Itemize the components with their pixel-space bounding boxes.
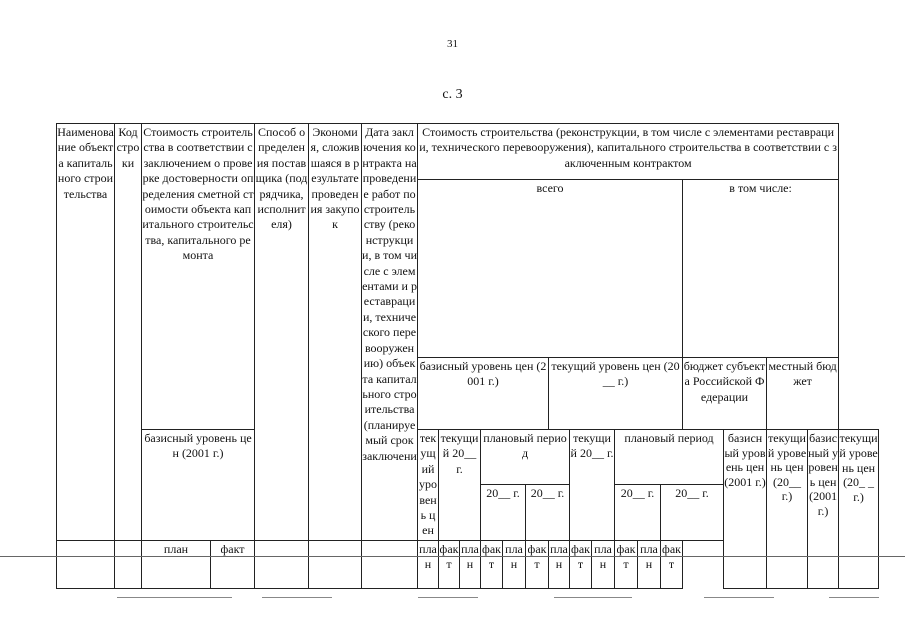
page-number: 31 xyxy=(447,38,458,50)
header-current-price: текущий уровень цен (20__ г.) xyxy=(549,358,683,430)
footer-dash xyxy=(704,597,774,598)
header-total: всего xyxy=(418,180,683,358)
header-base-planned-period: плановый период xyxy=(481,430,570,485)
header-fa: факт xyxy=(570,540,592,588)
header-cost-base-level: базисный уровень цен (2001 г.) xyxy=(142,430,255,541)
page-cut-line xyxy=(0,556,905,557)
footer-dash xyxy=(829,597,879,598)
header-pl: план xyxy=(638,540,661,588)
header-pl: план xyxy=(549,540,570,588)
header-base-current-year: текущий 20__ г. xyxy=(439,430,481,541)
footer-dash xyxy=(262,597,332,598)
header-base-price-2001: базисный уровень цен (2001 г.) xyxy=(418,358,549,430)
header-local-current-level: текущий уровень цен (20_ _ г.) xyxy=(839,430,879,589)
header-fa: факт xyxy=(615,540,638,588)
header-pl: план xyxy=(592,540,615,588)
form-table xyxy=(56,123,879,589)
header-cost-fact: факт xyxy=(211,540,255,588)
empty-cell-current xyxy=(255,540,309,588)
header-base-year-2: 20__ г. xyxy=(526,485,570,540)
header-fa: факт xyxy=(526,540,549,588)
header-cost-current-level: текущий уровень цен xyxy=(418,430,439,541)
header-contract-cost: Стоимость строительства (реконструкции, в том числе с элементами реставрации, технического перевооружения), капитального строительства в соответствии с заключенным контрактом xyxy=(418,124,839,180)
header-fa: факт xyxy=(439,540,460,588)
header-estimate-cost: Стоимость строительства в соответствии с заключением о проверке достоверности определения сметной стоимости объекта капитального строительства, капитального ремонта xyxy=(142,124,255,430)
footer-dash xyxy=(418,597,478,598)
header-fa: факт xyxy=(661,540,683,588)
header-cur-year-1: 20__ г. xyxy=(615,485,661,540)
header-cur-year-2: 20__ г. xyxy=(661,485,724,540)
header-supplier-method: Способ определения поставщика (подрядчика, исполнителя) xyxy=(255,124,309,541)
header-cur-current-year: текущий 20__ г. xyxy=(570,430,615,541)
header-including: в том числе: xyxy=(683,180,839,358)
header-pl: план xyxy=(460,540,481,588)
header-object-name: Наименование объекта капитального строительства xyxy=(57,124,115,541)
header-subj-current-level: текущий уровень цен (20__ г.) xyxy=(767,430,808,589)
section-label: с. 3 xyxy=(442,87,463,102)
header-local-base-level: базисный уровень цен (2001 г.) xyxy=(808,430,839,589)
header-row-code: Код строки xyxy=(115,124,142,541)
empty-cell-economy xyxy=(362,540,418,588)
empty-cell-name xyxy=(57,540,115,588)
header-subj-base-level: базисный уровень цен (2001 г.) xyxy=(724,430,767,589)
header-base-year-1: 20__ г. xyxy=(481,485,526,540)
empty-cell-code xyxy=(115,540,142,588)
header-cur-planned-period: плановый период xyxy=(615,430,724,485)
header-budget-local: местный бюджет xyxy=(767,358,839,430)
footer-dash xyxy=(554,597,632,598)
header-contract-date: Дата заключения контракта на проведение работ по строительству (реконструкции, в том числе с элементами и реставрации, технического перевооружению) объекта капитального строительства (планируемый срок заключени xyxy=(362,124,418,541)
header-fa: факт xyxy=(481,540,503,588)
footer-dash xyxy=(117,597,232,598)
header-economy: Экономия, сложившаяся в результате проведения закупок xyxy=(309,124,362,541)
empty-cell-method xyxy=(309,540,362,588)
header-cost-plan: план xyxy=(142,540,211,588)
header-budget-subject: бюджет субъекта Российской Федерации xyxy=(683,358,767,430)
header-pl: план xyxy=(503,540,526,588)
header-pl: план xyxy=(418,540,439,588)
